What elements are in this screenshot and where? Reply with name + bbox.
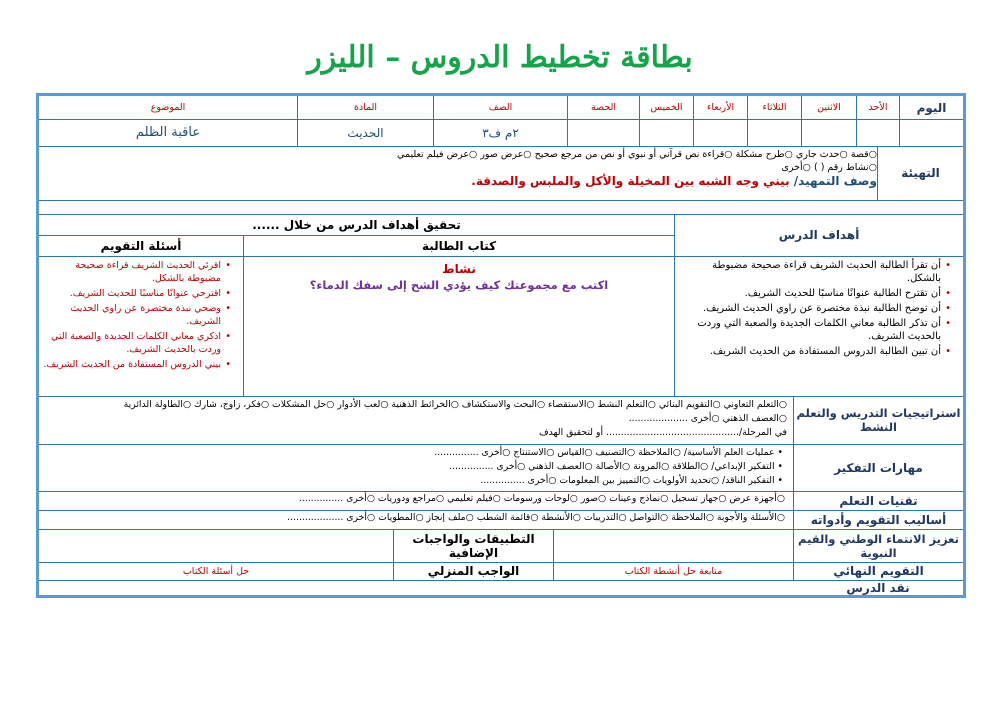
day-thursday: الخميس <box>639 96 693 119</box>
eval-question-item: • وضحي نبذة مختصرة عن راوي الحديث الشريف. <box>39 302 231 328</box>
strategies-line-3: في المرحلة/............................................. أو لتحقيق الهدف <box>538 427 787 438</box>
eval-questions-list <box>39 259 243 373</box>
techniques-row <box>39 491 963 510</box>
goals-content-row <box>39 256 963 396</box>
objective-item: • أن تبين الطالبة الدروس المستفادة من الحديث الشريف. <box>675 345 951 358</box>
day-tuesday: الثلاثاء <box>747 96 801 119</box>
intro-label: التهيئة <box>877 146 963 200</box>
eval-question-item: • اقرئي الحديث الشريف قراءة صحيحة مضبوطة بالشكل. <box>39 259 231 285</box>
critique-row <box>39 580 963 595</box>
goals-header-row <box>39 214 963 256</box>
header-row <box>39 96 963 119</box>
period-label: الحصة <box>567 96 639 119</box>
class-label: الصف <box>433 96 567 119</box>
day-label: اليوم <box>899 96 963 119</box>
day-sunday: الأحد <box>856 96 899 119</box>
assessment-label: أساليب التقويم وأدواته <box>793 510 963 529</box>
strategies-line-1[interactable]: ○التعلم التعاوني ○التقويم البنائي ○التعلم النشط ○الاستقصاء ○البحث والاستكشاف ○الخرائط الذهنية ○لعب الأدوار ○حل المشكلات ○فكر، زاوج، شارك ○الطاولة الدائرية <box>123 399 787 410</box>
final-value: متابعة حل أنشطة الكتاب <box>553 562 793 580</box>
thinking-row: مهارات التفكير • عمليات العلم الأساسية/ ○الملاحظة ○التصنيف ○القياس ○الاستنتاج ○أخرى ............... • التفكير الإبداعي/ ○الطلاقة ○المرونة ○الأصالة ○العصف الذهني ○أخرى ............... • التفكير الناقد/ ○تحديد الأولويات ○التمييز بين المعلومات ○أخرى ............... <box>39 444 963 491</box>
achieve-heading: تحقيق أهداف الدرس من خلال ...... <box>39 214 674 236</box>
national-label: تعزيز الانتماء الوطني والقيم النبوية <box>793 529 963 562</box>
techniques-line[interactable]: ○أجهزة عرض ○جهاز تسجيل ○نماذج وعينات ○صور ○لوحات ورسومات ○فيلم تعليمي ○مراجع ودوريات ○أخرى ............... <box>298 493 785 504</box>
objective-item: • أن تذكر الطالبة معاني الكلمات الجديدة والصعبة التي وردت بالحديث الشريف. <box>675 317 951 343</box>
eval-question-item: • اذكري معاني الكلمات الجديدة والصعبة التي وردت بالحديث الشريف. <box>39 330 231 356</box>
subject-label: المادة <box>297 96 433 119</box>
thinking-line-2[interactable]: التفكير الإبداعي/ ○الطلاقة ○المرونة ○الأصالة ○العصف الذهني ○أخرى ............... <box>449 461 775 472</box>
objectives-list <box>675 259 963 360</box>
techniques-label: تقنيات التعلم <box>793 491 963 510</box>
objective-item: • أن تقرأ الطالبة الحديث الشريف قراءة صحيحة مضبوطة بالشكل. <box>675 259 951 285</box>
assessment-row <box>39 510 963 529</box>
strategies-row <box>39 396 963 444</box>
eval-heading: أسئلة التقويم <box>100 238 182 253</box>
objective-item: • أن توضح الطالبة نبذة مختصرة عن راوي الحديث الشريف. <box>675 302 951 315</box>
intro-desc-value: بيني وجه الشبه بين المخيلة والأكل والملبس والصدقة. <box>471 174 790 188</box>
activity-label: نشاط <box>442 262 476 276</box>
final-label: التقويم النهائي <box>793 562 963 580</box>
goals-heading: أهداف الدرس <box>674 214 963 256</box>
eval-question-item: • بيني الدروس المستفادة من الحديث الشريف. <box>39 358 231 371</box>
intro-row <box>39 146 963 200</box>
book-heading: كتاب الطالبة <box>243 235 674 256</box>
objective-item: • أن تقترح الطالبة عنوانًا مناسبًا للحديث الشريف. <box>675 287 951 300</box>
strategies-label: استراتيجيات التدريس والتعلم النشط <box>793 396 963 444</box>
thinking-label: مهارات التفكير <box>793 444 963 491</box>
intro-options-1[interactable]: ○قصة ○حدث جاري ○طرح مشكلة ○قراءة نص قرآني أو نبوي أو نص من مرجع صحيح ○عرض صور ○عرض فيلم تعليمي <box>397 149 877 160</box>
assessment-line[interactable]: ○الأسئلة والأجوبة ○الملاحظة ○التواصل ○التدريبات ○الأنشطة ○قائمة الشطب ○ملف إنجاز ○المطويات ○أخرى ................... <box>287 512 785 523</box>
apps-label: التطبيقات والواجبات الإضافية <box>393 529 553 562</box>
critique-label: نقد الدرس <box>846 580 910 595</box>
header-values-row <box>39 119 963 146</box>
subject-value: الحديث <box>297 119 433 146</box>
day-monday: الاثنين <box>801 96 856 119</box>
topic-label: الموضوع <box>150 102 186 113</box>
homework-value: حل أسئلة الكتاب <box>182 565 250 577</box>
class-value: ٢م ف٣ <box>433 119 567 146</box>
homework-label: الواجب المنزلي <box>393 562 553 580</box>
eval-question-item: • اقترحي عنوانًا مناسبًا للحديث الشريف. <box>39 287 231 300</box>
page-title: بطاقة تخطيط الدروس – الليزر <box>307 40 693 75</box>
activity-text: اكتب مع مجموعتك كيف يؤدي الشح إلى سفك الدماء؟ <box>309 278 609 292</box>
intro-desc-label: وصف التمهيد/ <box>793 174 877 188</box>
topic-value: عاقبة الظلم <box>135 125 201 140</box>
national-row <box>39 529 963 562</box>
thinking-line-1[interactable]: عمليات العلم الأساسية/ ○الملاحظة ○التصنيف ○القياس ○الاستنتاج ○أخرى ............... <box>434 447 775 458</box>
day-wednesday: الأربعاء <box>693 96 747 119</box>
lesson-plan-card <box>36 93 966 598</box>
strategies-line-2[interactable]: ○العصف الذهني ○أخرى .................... <box>628 413 787 424</box>
final-row <box>39 562 963 580</box>
thinking-line-3[interactable]: التفكير الناقد/ ○تحديد الأولويات ○التمييز بين المعلومات ○أخرى ............... <box>480 475 775 486</box>
intro-options-2[interactable]: ○نشاط رقم ( ) ○أخرى <box>781 162 877 173</box>
